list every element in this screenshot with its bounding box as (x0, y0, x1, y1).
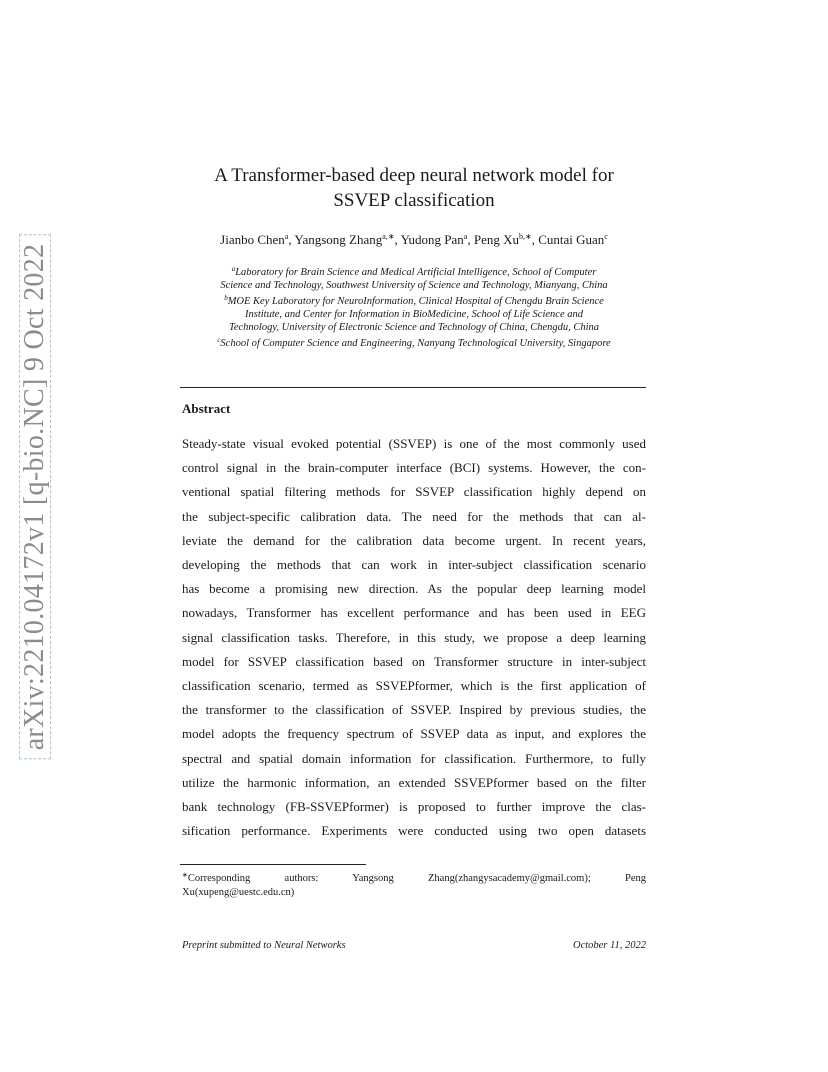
affiliation-marker: a (231, 265, 236, 273)
affiliation-text: Laboratory for Brain Science and Medical Artificial Intelligence, School of Computer (235, 267, 597, 278)
author-name: Peng Xu (473, 232, 519, 247)
author-name: Cuntai Guan (538, 232, 605, 247)
affiliation-line (176, 279, 652, 292)
affiliation-marker: b (224, 294, 228, 302)
abstract-line: control signal in the brain-computer interface (BCI) systems. However, the con- (182, 460, 646, 476)
author-affiliation-marker: a,∗ (382, 232, 395, 241)
affiliation-line (176, 334, 652, 350)
author (220, 232, 288, 247)
abstract-line: developing the methods that can work in inter-subject classification scenario (182, 557, 646, 573)
abstract-line: model adopts the frequency spectrum of SSVEP data as input, and explores the (182, 726, 646, 742)
abstract-line: the subject-specific calibration data. The need for the methods that can al- (182, 508, 646, 524)
affiliation-line (176, 263, 652, 279)
author (294, 232, 394, 247)
preprint-notice: Preprint submitted to Neural Networks (182, 940, 346, 951)
affiliation-line (176, 308, 652, 321)
abstract-line: bank technology (FB-SSVEPformer) is proposed to further improve the clas- (182, 799, 646, 815)
title-line: SSVEP classification (333, 190, 495, 211)
affiliation-line (176, 292, 652, 308)
footnote-marker: ∗ (182, 871, 188, 879)
abstract-line: Steady-state visual evoked potential (SSVEP) is one of the most commonly used (182, 436, 646, 451)
corresponding-authors-footnote (182, 868, 646, 900)
arxiv-watermark (0, 0, 62, 1072)
abstract-line: has become a promising new direction. As the popular deep learning model (182, 581, 646, 597)
abstract-line: classification scenario, termed as SSVEPformer, which is the first application of (182, 678, 646, 694)
abstract-line: model for SSVEP classification based on Transformer structure in inter-subject (182, 653, 646, 669)
affiliation-line (176, 321, 652, 334)
abstract-line: the transformer to the classification of SSVEP. Inspired by previous studies, the (182, 702, 646, 718)
abstract-line: ventional spatial filtering methods for SSVEP classification highly depend on (182, 484, 646, 500)
affiliation-text: Technology, University of Electronic Science and Technology of China, Chengdu, China (228, 322, 600, 333)
abstract-line: utilize the harmonic information, an extended SSVEPformer based on the filter (182, 774, 646, 790)
affiliations (176, 263, 652, 350)
abstract-heading: Abstract (182, 401, 231, 416)
abstract-top-rule (180, 387, 646, 388)
author-affiliation-marker: a (284, 232, 289, 241)
author-list: Jianbo Chen$^a$, Yangsong Zhang$^{a,∗}$, Yudong Pan$^a$, Peng $Xu^{b,∗}$, Cuntai Guan$^c$ (220, 232, 608, 247)
affiliation-text: Science and Technology, Southwest University of Science and Technology, Mianyang, China (220, 280, 608, 291)
author-name: Yangsong Zhang (294, 232, 383, 247)
abstract-line: sification performance. Experiments were conducted using two open datasets (182, 823, 646, 839)
affiliation-marker: c (217, 336, 221, 344)
footnote-line-2: Xu(xupeng@uestc.edu.cn) (182, 887, 295, 898)
author (474, 232, 532, 247)
abstract-body (182, 432, 646, 843)
abstract-line: spectral and spatial domain information for classification. Furthermore, to fully (182, 750, 646, 766)
affiliation-text: Institute, and Center for Information in BioMedicine, School of Life Science and (245, 309, 583, 320)
footnote-line-1 (182, 868, 646, 886)
abstract-line: leviate the demand for the calibration data become urgent. In recent years, (182, 532, 646, 548)
author-affiliation-marker: a (463, 232, 468, 241)
author (401, 232, 468, 247)
abstract-line: signal classification tasks. Therefore, in this study, we propose a deep learning (182, 629, 646, 645)
paper-title (182, 163, 646, 213)
footer-date: October 11, 2022 (572, 940, 646, 951)
affiliation-text: MOE Key Laboratory for NeuroInformation, Clinical Hospital of Chengdu Brain Science (227, 296, 604, 307)
title-line: A Transformer-based deep neural network model for (214, 165, 614, 186)
author-name: Jianbo Chen (220, 232, 285, 247)
footnote-text-1: Corresponding authors: Yangsong Zhang(zhangysacademy@gmail.com); Peng (187, 873, 646, 884)
author-affiliation-marker: c (604, 232, 608, 241)
abstract-line: nowadays, Transformer has excellent performance and has been used in EEG (182, 605, 646, 621)
author-name: Yudong Pan (400, 232, 464, 247)
footnote-rule (180, 864, 366, 865)
arxiv-identifier[interactable]: arXiv:2210.04172v1 [q-bio.NC] 9 Oct 2022 (19, 235, 51, 760)
author (538, 232, 608, 247)
affiliation-text: School of Computer Science and Engineering, Nanyang Technological University, Singapore (220, 338, 611, 349)
author-affiliation-marker: b,∗ (518, 232, 532, 241)
